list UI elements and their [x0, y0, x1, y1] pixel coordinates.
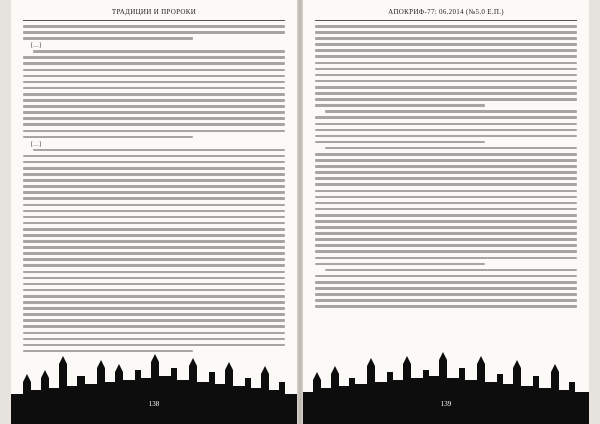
right-page — [303, 0, 589, 424]
page-number-right: 139 — [440, 400, 452, 408]
header-rule-left — [23, 20, 285, 21]
text-column-right — [315, 25, 577, 355]
left-page — [11, 0, 297, 424]
text-column-left — [23, 25, 285, 355]
city-skyline-decoration-right — [303, 324, 589, 424]
running-header-left: ТРАДИЦИИ И ПРОРОКИ — [111, 8, 197, 16]
city-skyline-decoration-left — [11, 324, 297, 424]
header-rule-right — [315, 20, 577, 21]
ellipsis-mark: […] — [31, 43, 41, 50]
ellipsis-mark: […] — [31, 141, 41, 148]
running-header-right: АПОКРИФ-77: 06.2014 (№5.0 Е.П.) — [388, 8, 504, 16]
page-number-left: 138 — [148, 400, 160, 408]
